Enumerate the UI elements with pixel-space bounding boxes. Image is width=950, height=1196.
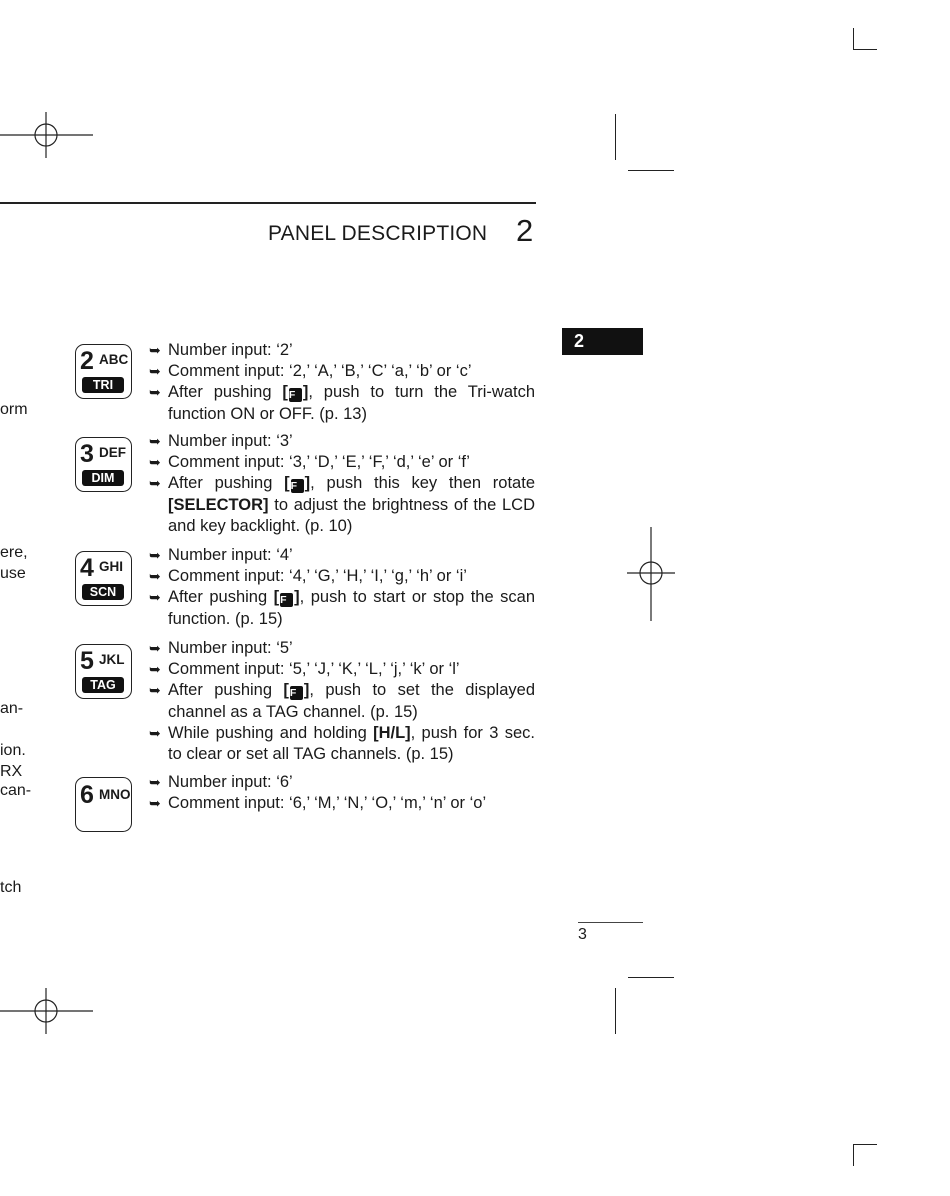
arrow-bullet-icon: ➥ — [149, 661, 161, 678]
key-letters: ABC — [99, 352, 129, 367]
key-function: DIM — [82, 470, 124, 486]
bullet-item — [149, 431, 535, 452]
page-number: 3 — [578, 926, 587, 943]
bullet-item — [149, 340, 535, 361]
key-number: 4 — [80, 554, 94, 582]
registration-mark — [0, 988, 94, 1034]
arrow-bullet-icon: ➥ — [149, 682, 161, 699]
crop-mark — [853, 1144, 877, 1145]
bullet-text: After pushing [F ], push this key then rotate [SELECTOR] to adjust the brightness of the LCD and key backlight. (p. 10) — [168, 474, 535, 535]
arrow-bullet-icon: ➥ — [149, 342, 161, 358]
bullet-text: Comment input: ‘5,’ ‘J,’ ‘K,’ ‘L,’ ‘j,’ ‘k’ or ‘l’ — [168, 660, 460, 679]
key-number: 3 — [80, 440, 94, 468]
key-letters: MNO — [99, 787, 131, 802]
margin-fragment: RX — [0, 763, 23, 780]
bullet-text: Number input: ‘5’ — [168, 639, 293, 657]
key-letters: JKL — [99, 652, 125, 667]
function-key-icon: F — [291, 479, 304, 493]
bullet-text: While pushing and holding [H/L], push for 3 sec. to clear or set all TAG channels. (p. 15) — [168, 723, 535, 764]
arrow-bullet-icon: ➥ — [149, 433, 161, 449]
key-2-description — [149, 340, 535, 425]
key-5-jkl-icon — [75, 644, 132, 699]
bullet-item — [149, 473, 535, 537]
key-4-description — [149, 545, 535, 630]
margin-fragment: tch — [0, 879, 22, 896]
bullet-text: Number input: ‘3’ — [168, 432, 293, 450]
margin-fragment: orm — [0, 401, 28, 418]
arrow-bullet-icon: ➥ — [149, 363, 161, 380]
key-function: SCN — [82, 584, 124, 600]
crop-mark — [628, 977, 674, 978]
bullet-item — [149, 545, 535, 566]
bullet-item — [149, 723, 535, 765]
arrow-bullet-icon: ➥ — [149, 547, 161, 563]
function-key-icon: F — [290, 686, 303, 700]
crop-mark — [853, 28, 854, 50]
bullet-item — [149, 638, 535, 659]
margin-fragment: an- — [0, 700, 24, 717]
bullet-text: After pushing [F ], push to set the displayed channel as a TAG channel. (p. 15) — [168, 681, 535, 721]
arrow-bullet-icon: ➥ — [149, 724, 161, 741]
bullet-text: After pushing [F ], push to turn the Tri-watch function ON or OFF. (p. 13) — [168, 383, 536, 423]
bullet-text: Number input: ‘4’ — [168, 546, 293, 564]
bullet-item — [149, 361, 535, 382]
crop-mark — [615, 114, 616, 160]
chapter-tab: 2 — [562, 328, 643, 355]
key-6-description — [149, 772, 535, 814]
arrow-bullet-icon: ➥ — [149, 568, 161, 585]
arrow-bullet-icon: ➥ — [149, 454, 161, 471]
bullet-text: Comment input: ‘2,’ ‘A,’ ‘B,’ ‘C’ ‘a,’ ‘b’ or ‘c’ — [168, 362, 472, 381]
bullet-item — [149, 659, 535, 680]
key-number: 6 — [80, 781, 94, 809]
arrow-bullet-icon: ➥ — [149, 795, 161, 812]
key-2-abc-icon — [75, 344, 132, 399]
arrow-bullet-icon: ➥ — [149, 589, 161, 606]
bullet-text: Comment input: ‘4,’ ‘G,’ ‘H,’ ‘I,’ ‘g,’ ‘h’ or ‘i’ — [168, 567, 467, 586]
function-key-icon: F — [280, 593, 293, 607]
margin-fragment: ion. — [0, 742, 26, 759]
bullet-text: Number input: ‘2’ — [168, 341, 293, 359]
bullet-item — [149, 587, 535, 629]
key-number: 2 — [80, 347, 94, 375]
page-title: PANEL DESCRIPTION — [268, 222, 488, 245]
arrow-bullet-icon: ➥ — [149, 475, 161, 492]
key-5-description — [149, 638, 535, 765]
bullet-text: After pushing [F ], push to start or stop the scan function. (p. 15) — [168, 588, 536, 628]
key-3-def-icon — [75, 437, 132, 492]
key-4-ghi-icon — [75, 551, 132, 606]
page-number-rule — [578, 922, 643, 923]
key-letters: DEF — [99, 445, 126, 460]
key-number: 5 — [80, 647, 94, 675]
bullet-item — [149, 382, 535, 424]
header-rule — [0, 202, 536, 204]
key-3-description — [149, 431, 535, 537]
bullet-item — [149, 452, 535, 473]
key-function: TAG — [82, 677, 124, 693]
margin-fragment: can- — [0, 782, 32, 799]
crop-mark — [615, 988, 616, 1034]
key-function: TRI — [82, 377, 124, 393]
arrow-bullet-icon: ➥ — [149, 640, 161, 656]
margin-fragment: ere, — [0, 544, 28, 561]
registration-mark — [0, 112, 94, 158]
bullet-item — [149, 566, 535, 587]
bullet-text: Comment input: ‘6,’ ‘M,’ ‘N,’ ‘O,’ ‘m,’ ‘n’ or ‘o’ — [168, 794, 487, 813]
margin-fragment: use — [0, 565, 26, 582]
crop-mark — [853, 1144, 854, 1166]
bullet-text: Number input: ‘6’ — [168, 773, 293, 791]
arrow-bullet-icon: ➥ — [149, 774, 161, 790]
registration-mark — [627, 527, 675, 621]
bullet-item — [149, 680, 535, 722]
crop-mark — [853, 49, 877, 50]
arrow-bullet-icon: ➥ — [149, 384, 161, 401]
crop-mark — [628, 170, 674, 171]
chapter-number: 2 — [516, 213, 534, 248]
key-letters: GHI — [99, 559, 124, 574]
function-key-icon: F — [289, 388, 302, 402]
key-6-mno-icon — [75, 777, 132, 832]
bullet-item — [149, 793, 535, 814]
bullet-text: Comment input: ‘3,’ ‘D,’ ‘E,’ ‘F,’ ‘d,’ ‘e’ or ‘f’ — [168, 453, 470, 472]
bullet-item — [149, 772, 535, 793]
